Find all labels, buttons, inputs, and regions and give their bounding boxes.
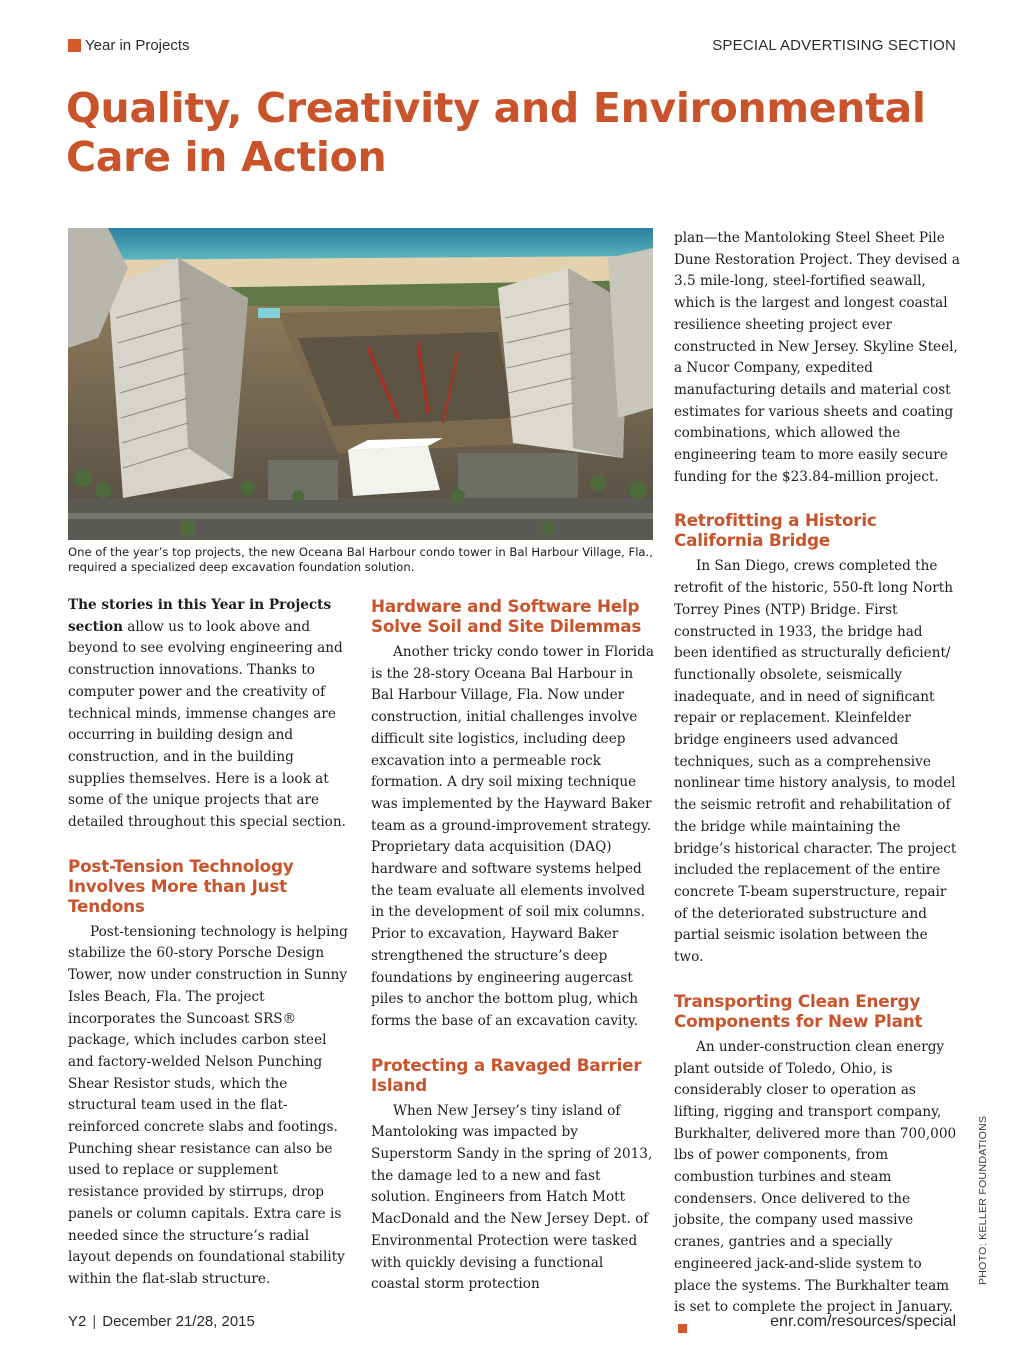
article-title-hardware-software: Hardware and Software Help Solve Soil and Site Dilemmas [371, 596, 642, 636]
page-number: Y2 [68, 1313, 87, 1330]
section-marker-square [68, 39, 81, 52]
article-body-post-tension: Post-tensioning technology is helping stabilize the 60-story Porsche Design Tower, now under construction in Sunny Isles Beach, Fla. The project incorporates the Suncoast SRS® package, which includes carbon steel and factory-welded Nelson Punching Shear Resistor studs, which the structural team used in the flat-reinforced concrete slabs and footings. Punching shear resistance can also be used to replace or supplement resistance provided by stirrups, drop panels or column capitals. Extra care is needed since the structure’s radial layout depends on foundational stability within the flat-slab structure. [68, 923, 348, 1287]
article-title-clean-energy: Transporting Clean Energy Components for New Plant [674, 990, 923, 1031]
article-title-bridge: Retrofitting a Historic California Bridge [674, 510, 877, 551]
footer-url: enr.com/resources/special [770, 1313, 956, 1330]
article-title-barrier-island: Protecting a Ravaged Barrier Island [371, 1054, 642, 1095]
photo-caption: One of the year’s top projects, the new Oceana Bal Harbour condo tower in Bal Harbour Village, Fla., required a specialized deep excavation foundation solution. [68, 545, 653, 574]
section-label-text: Year in Projects [85, 37, 190, 54]
intro-paragraph [68, 595, 353, 834]
column-3 [674, 228, 960, 1341]
column-1 [68, 595, 353, 1291]
end-of-article-square [678, 1324, 687, 1333]
article-body-hardware-software: Another tricky condo tower in Florida is the 28-story Oceana Bal Harbour in Bal Harbour Village, Fla. Now under construction, initial challenges involve difficult site logistics, including deep excavation into a permeable rock formation. A dry soil mixing technique was implemented by the Hayward Baker team as a ground-improvement strategy. Proprietary data acquisition (DAQ) hardware and software systems helped the team evaluate all elements involved in the development of soil mix columns. Prior to excavation, Hayward Baker strengthened the structure’s deep foundations by engineering augercast piles to anchor the bottom plug, which forms the base of an excavation cavity. [371, 644, 654, 1029]
photo-credit: PHOTO: KELLER FOUNDATIONS [977, 1115, 989, 1285]
intro-text: allow us to look above and beyond to see evolving engineering and construction innovations. Thanks to computer power and the creativity of technical minds, immense changes are occurring in building design and construction, and in the building supplies themselves. Here is a look at some of the unique projects that are detailed throughout this special section. [68, 618, 346, 831]
article-title-post-tension: Post-Tension Technology Involves More than Just Tendons [68, 855, 294, 916]
footer-folio [68, 1313, 255, 1330]
article-body-bridge: In San Diego, crews completed the retrofit of the historic, 550-ft long North Torrey Pines (NTP) Bridge. First constructed in 1933, the bridge had been identified as structurally deficient/ functionally obsolete, seismically inadequate, and in need of significant repair or replacement. Kleinfelder bridge engineers used advanced techniques, such as a comprehensive nonlinear time history analysis, to model the seismic retrofit and rehabilitation of the bridge while maintaining the bridge’s historical character. The project included the replacement of the entire concrete T-beam superstructure, repair of the deteriorated substructure and partial seismic isolation between the two. [674, 558, 957, 966]
article-body-clean-energy: An under-construction clean energy plant outside of Toledo, Ohio, is considerably closer to operation as lifting, rigging and transport company, Burkhalter, delivered more than 700,000 lbs of power components, from combustion turbines and steam condensers. Once delivered to the jobsite, the company used massive cranes, gantries and a specially engineered jack-and-slide system to place the systems. The Burkhalter team is set to complete the project in January. [674, 1038, 957, 1316]
aerial-photo-illustration [68, 228, 653, 540]
section-label [68, 37, 190, 54]
article-body-clean-energy-paragraph [674, 1037, 960, 1341]
intro-bold: The stories in this Year in Projects section [68, 597, 332, 635]
page-title-line-1: Quality, Creativity and Environmental [66, 84, 926, 132]
article-body-barrier-island-continued: plan—the Mantoloking Steel Sheet Pile Dune Restoration Project. They devised a 3.5 mile-long, steel-fortified seawall, which is the largest and longest coastal resilience sheeting project ever constructed in New Jersey. Skyline Steel, a Nucor Company, expedited manufacturing details and material cost estimates for various sheets and coating combinations, which allowed the engineering team to more easily secure funding for the $23.84-million project. [674, 230, 960, 485]
construction-site-photo [68, 228, 653, 540]
footer-separator: | [92, 1313, 97, 1330]
article-body-barrier-island: When New Jersey’s tiny island of Mantoloking was impacted by Superstorm Sandy in the spring of 2013, the damage led to a new and fast solution. Engineers from Hatch Mott MacDonald and the New Jersey Dept. of Environmental Protection were tasked with quickly devising a functional coastal storm protection [371, 1102, 653, 1293]
issue-date: December 21/28, 2015 [102, 1313, 255, 1330]
special-section-label: SPECIAL ADVERTISING SECTION [712, 37, 956, 54]
page-title-line-2: Care in Action [66, 133, 387, 181]
column-2 [371, 596, 656, 1296]
page-title [66, 84, 966, 182]
